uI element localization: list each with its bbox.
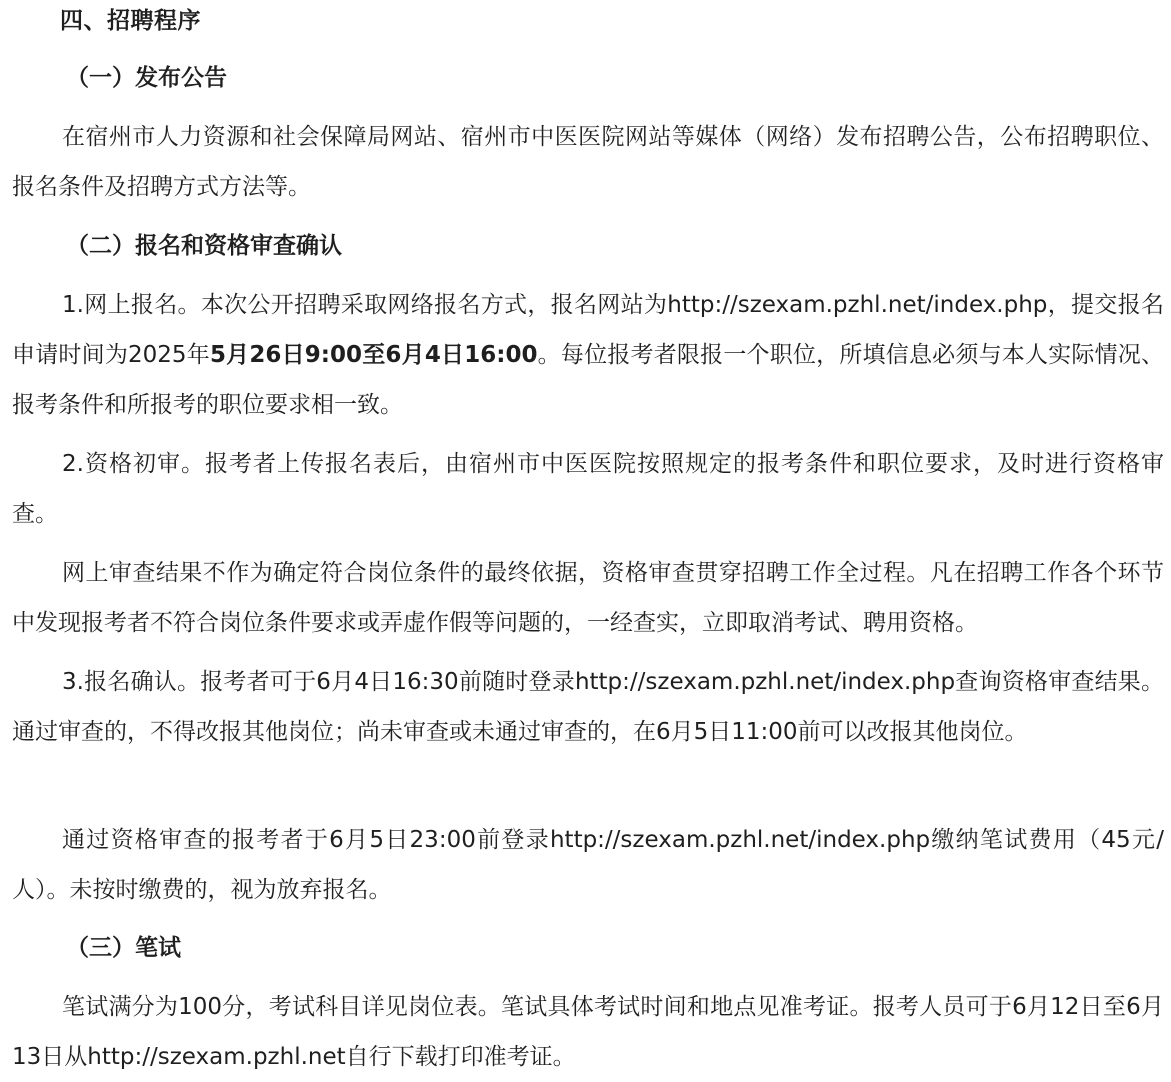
paragraph-qualification-review: 2.资格初审。报考者上传报名表后，由宿州市中医医院按照规定的报考条件和职位要求，及时进行资格审查。 — [12, 451, 1164, 527]
subsection-heading-publish: （一）发布公告 — [66, 65, 227, 91]
subsection-heading-registration: （二）报名和资格审查确认 — [66, 233, 342, 259]
registration-text-after: 。每位报考者限报一个职位，所填信息必须与本人实际情况、报考条件和所报考的职位要求相一致。 — [12, 342, 1165, 418]
registration-text-before: 1.网上报名。本次公开招聘采取网络报名方式，报名网站为http://szexam.pzhl.net/index.php，提交报名申请时间为2025年 — [12, 292, 1164, 368]
subsection-heading-written-exam: （三）笔试 — [66, 935, 181, 961]
paragraph-online-registration — [12, 280, 1164, 430]
paragraph-exam-fee: 通过资格审查的报考者于6月5日23:00前登录http://szexam.pzhl.net/index.php缴纳笔试费用（45元/人）。未按时缴费的，视为放弃报名。 — [12, 827, 1164, 903]
registration-deadline: 5月26日9:00至6月4日16:00 — [209, 342, 538, 368]
paragraph-review-basis: 网上审查结果不作为确定符合岗位条件的最终依据，资格审查贯穿招聘工作全过程。凡在招聘工作各个环节中发现报考者不符合岗位条件要求或弄虚作假等问题的，一经查实，立即取消考试、聘用资格。 — [12, 560, 1164, 636]
paragraph-written-exam: 笔试满分为100分，考试科目详见岗位表。笔试具体考试时间和地点见准考证。报考人员可于6月12日至6月13日从http://szexam.pzhl.net自行下载打印准考证。 — [12, 994, 1164, 1070]
section-title: 四、招聘程序 — [60, 8, 201, 34]
paragraph-registration-confirmation: 3.报名确认。报考者可于6月4日16:30前随时登录http://szexam.pzhl.net/index.php查询资格审查结果。通过审查的，不得改报其他岗位；尚未审查或未通过审查的，在6月5日11:00前可以改报其他岗位。 — [12, 669, 1164, 745]
paragraph-publish-announcement: 在宿州市人力资源和社会保障局网站、宿州市中医医院网站等媒体（网络）发布招聘公告，公布招聘职位、报名条件及招聘方式方法等。 — [12, 124, 1164, 200]
